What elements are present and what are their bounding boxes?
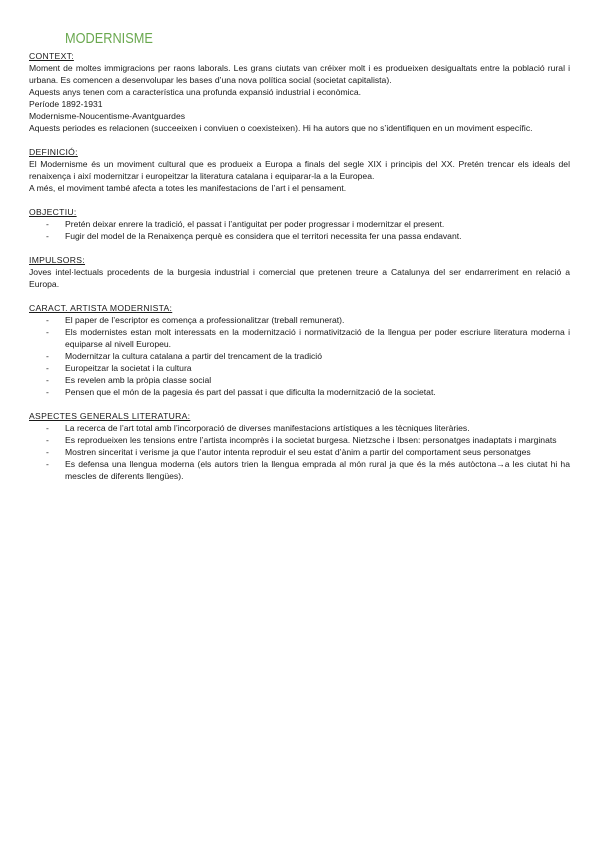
- list-item: - Modernitzar la cultura catalana a partir del trencament de la tradició: [29, 350, 570, 362]
- definition-heading: DEFINICIÓ:: [29, 147, 78, 157]
- objective-list: [29, 218, 570, 242]
- context-section: [29, 50, 570, 134]
- drivers-section: [29, 254, 570, 290]
- context-paragraph: Moment de moltes immigracions per raons laborals. Les grans ciutats van créixer molt i es produeixen desigualtats entre la població rural i urbana. Es comencen a desenvolupar les bases d’una nova política social (societat capitalista).: [29, 63, 570, 85]
- list-item: - Pensen que el món de la pagesia és part del passat i que dificulta la modernització de la societat.: [29, 386, 570, 398]
- context-period: Període 1892-1931: [29, 99, 103, 109]
- list-item: - Es defensa una llengua moderna (els autors trien la llengua emprada al món rural ja que és la més autòctona→a les ciutat hi ha mescles de diferents llengües).: [29, 458, 570, 482]
- literature-heading: ASPECTES GENERALS LITERATURA:: [29, 411, 191, 421]
- definition-section: [29, 146, 570, 194]
- context-paragraph: Aquests anys tenen com a característica una profunda expansió industrial i econòmica.: [29, 87, 362, 97]
- context-paragraph: Aquests periodes es relacionen (succeeixen i conviuen o coexisteixen). Hi ha autors que no s’identifiquen en un moviment específic.: [29, 123, 533, 133]
- list-item: - Mostren sinceritat i verisme ja que l’autor intenta reproduir el seu estat d’ànim a partir del comportament seus personatges: [29, 446, 570, 458]
- list-item: - Es reprodueixen les tensions entre l’artista incomprès i la societat burgesa. Nietzsche i Ibsen: personatges inadaptats i marginats: [29, 434, 570, 446]
- drivers-paragraph: Joves intel·lectuals procedents de la burgesia industrial i comercial que pretenen treure a Catalunya del ser endarreriment en relació a Europa.: [29, 267, 570, 289]
- list-item: - Fugir del model de la Renaixença perquè es considera que el territori necessita fer una passa endavant.: [29, 230, 570, 242]
- document-title: MODERNISME: [65, 30, 153, 47]
- list-item: - Els modernistes estan molt interessats en la modernització i normativització de la llengua per poder escriure literatura moderna i equiparse al nivell Europeu.: [29, 326, 570, 350]
- list-item: - Europeitzar la societat i la cultura: [29, 362, 570, 374]
- objective-section: [29, 206, 570, 242]
- artist-list: [29, 314, 570, 398]
- list-item: - Es revelen amb la pròpia classe social: [29, 374, 570, 386]
- literature-list: [29, 422, 570, 482]
- definition-paragraph: A més, el moviment també afecta a totes les manifestacions de l’art i el pensament.: [29, 183, 347, 193]
- drivers-heading: IMPULSORS:: [29, 255, 86, 265]
- list-item: - El paper de l’escriptor es comença a professionalitzar (treball remunerat).: [29, 314, 570, 326]
- definition-paragraph: El Modernisme és un moviment cultural que es produeix a Europa a finals del segle XIX i principis del XX. Pretén trencar els ideals del renaixença i així modernitzar i europeitzar la literatura catalana i equiparar-la a la Europea.: [29, 159, 570, 181]
- list-item: - Pretén deixar enrere la tradició, el passat i l’antiguitat per poder progressar i modernitzar el present.: [29, 218, 570, 230]
- context-movements: Modernisme-Noucentisme-Avantguardes: [29, 111, 186, 121]
- artist-heading: CARACT. ARTISTA MODERNISTA:: [29, 303, 173, 313]
- objective-heading: OBJECTIU:: [29, 207, 77, 217]
- context-heading: CONTEXT:: [29, 51, 74, 61]
- list-item: - La recerca de l’art total amb l’incorporació de diverses manifestacions artístiques a les tècniques literàries.: [29, 422, 570, 434]
- artist-section: [29, 302, 570, 398]
- literature-section: [29, 410, 570, 482]
